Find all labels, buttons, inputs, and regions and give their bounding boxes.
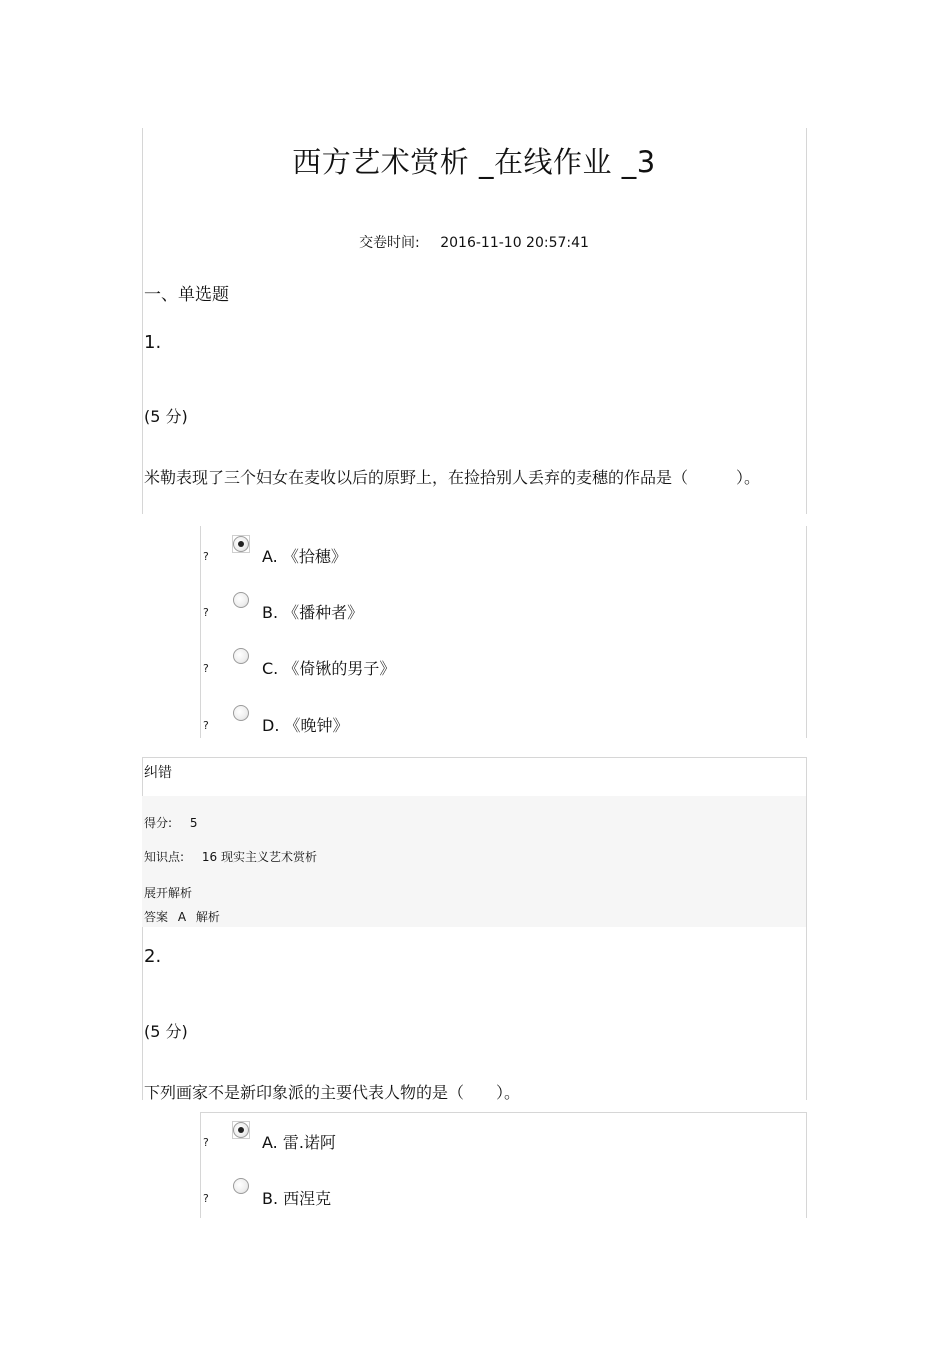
analysis-label: 解析 <box>195 910 220 924</box>
question-1-option-c[interactable] <box>203 648 803 678</box>
question-2-number: 2. <box>144 946 162 967</box>
submit-time-label: 交卷时间: <box>359 235 420 251</box>
answer-row <box>144 908 220 925</box>
radio-icon[interactable] <box>233 1178 249 1194</box>
question-1-score: (5 分) <box>144 407 188 426</box>
feedback-top-line <box>142 757 807 758</box>
question-2-option-a[interactable] <box>203 1122 803 1152</box>
option-marker: ? <box>203 550 209 563</box>
option-label: A. 雷.诺阿 <box>262 1133 336 1152</box>
option-label: B. 西涅克 <box>262 1189 332 1208</box>
options-right-line <box>806 526 807 738</box>
option-label: B. 《播种者》 <box>262 603 364 622</box>
submit-time-value: 2016-11-10 20:57:41 <box>440 235 589 251</box>
frame-right-line <box>806 128 807 514</box>
question-2-score: (5 分) <box>144 1022 188 1041</box>
radio-icon[interactable] <box>233 592 249 608</box>
question-1-text: 米勒表现了三个妇女在麦收以后的原野上，在捡拾别人丢弃的麦穗的作品是（ ）。 <box>144 468 761 487</box>
question-2-option-b[interactable] <box>203 1178 803 1208</box>
options2-right-line <box>806 1112 807 1218</box>
knowledge-label: 知识点: <box>144 850 185 864</box>
radio-icon[interactable] <box>233 705 249 721</box>
page-title: 西方艺术赏析 _在线作业 _3 <box>292 145 656 179</box>
answer-value: A <box>177 910 187 924</box>
option-label: D. 《晚钟》 <box>262 716 349 735</box>
radio-icon[interactable] <box>233 648 249 664</box>
options-left-line <box>200 526 201 738</box>
question-1-option-d[interactable] <box>203 705 803 735</box>
knowledge-value: 16 现实主义艺术赏析 <box>201 850 317 864</box>
option-marker: ? <box>203 662 209 675</box>
expand-analysis-link[interactable]: 展开解析 <box>144 886 193 900</box>
frame-left-line <box>142 128 143 514</box>
score-label: 得分: <box>144 816 173 830</box>
option-marker: ? <box>203 606 209 619</box>
radio-selected-icon[interactable] <box>233 536 249 552</box>
option-marker: ? <box>203 719 209 732</box>
answer-label: 答案 <box>144 910 169 924</box>
question-1-option-a[interactable] <box>203 536 803 566</box>
radio-selected-icon[interactable] <box>233 1122 249 1138</box>
score-value: 5 <box>189 816 198 830</box>
report-error-link[interactable]: 纠错 <box>144 765 172 781</box>
option-marker: ? <box>203 1136 209 1149</box>
section-title: 一、单选题 <box>144 285 229 305</box>
question-1-option-b[interactable] <box>203 592 803 622</box>
options2-top-line <box>200 1112 807 1113</box>
options2-left-line <box>200 1112 201 1218</box>
question-1-number: 1. <box>144 332 162 353</box>
knowledge-row <box>144 848 317 865</box>
option-marker: ? <box>203 1192 209 1205</box>
frame-right-line-2 <box>806 757 807 1100</box>
option-label: A. 《拾穗》 <box>262 547 347 566</box>
option-label: C. 《倚锹的男子》 <box>262 659 396 678</box>
score-row <box>144 814 198 831</box>
question-2-text: 下列画家不是新印象派的主要代表人物的是（ ）。 <box>144 1083 521 1102</box>
submit-time <box>142 232 806 252</box>
